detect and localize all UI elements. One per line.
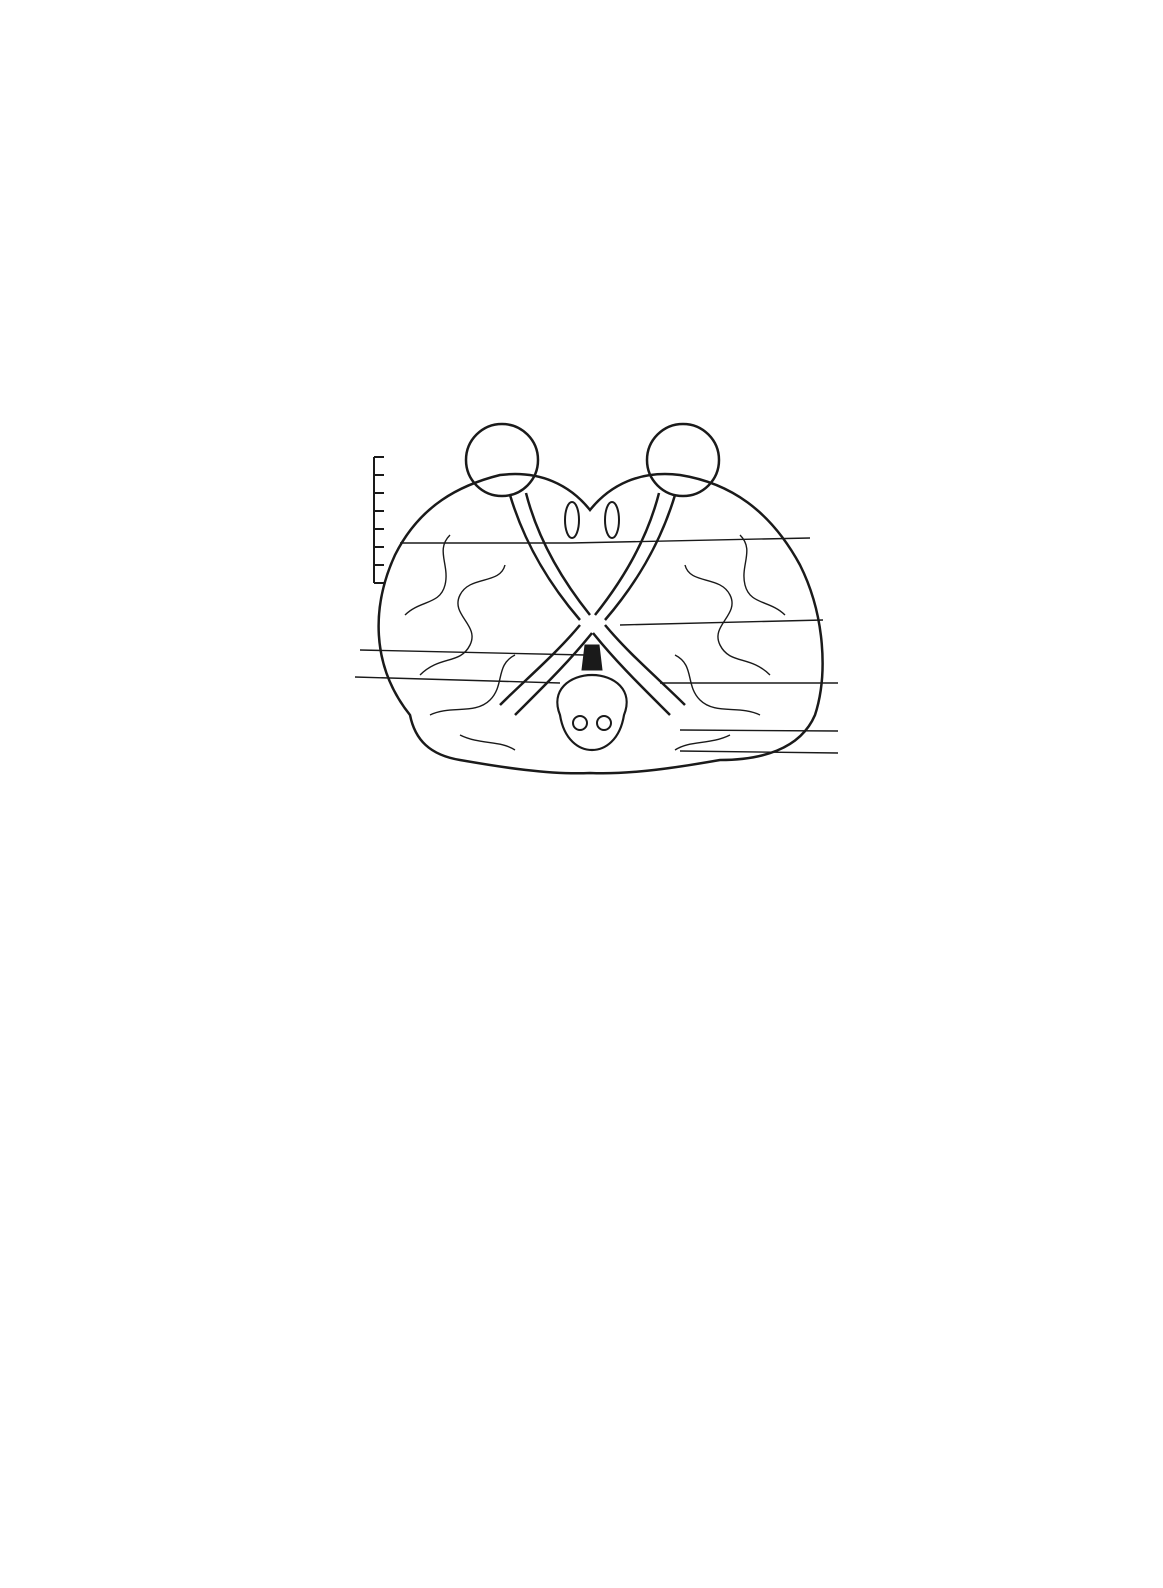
brain-base-illustration (300, 415, 880, 885)
